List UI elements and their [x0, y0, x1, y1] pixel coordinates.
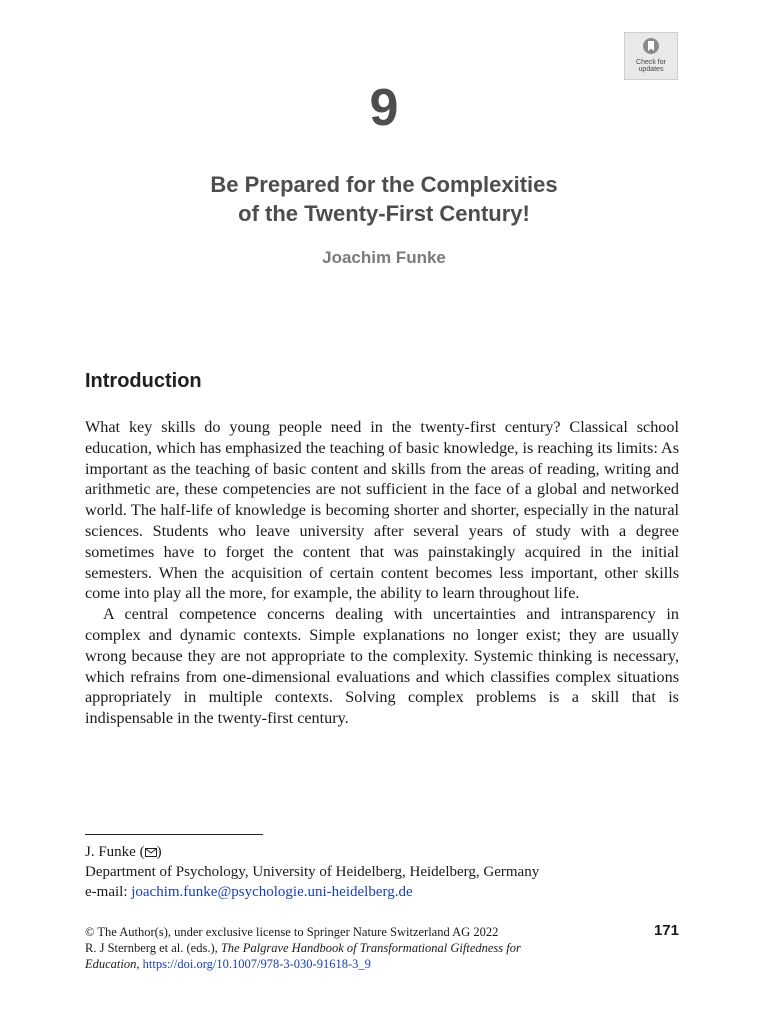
affiliation-email-line: [85, 882, 685, 902]
chapter-title-line-1: Be Prepared for the Complexities: [210, 172, 558, 197]
bookmark-icon: [639, 37, 663, 59]
check-for-updates-badge[interactable]: [624, 32, 678, 80]
envelope-icon[interactable]: [145, 848, 157, 857]
copyright-line: © The Author(s), under exclusive license to Springer Nature Switzerland AG 2022: [85, 925, 499, 939]
badge-label-line2: updates: [638, 66, 664, 73]
section-heading: Introduction: [85, 370, 202, 392]
chapter-number: 9: [369, 79, 399, 137]
body-text: [85, 417, 679, 729]
chapter-title-line-2: of the Twenty-First Century!: [238, 201, 530, 226]
footnote-divider: [85, 834, 263, 835]
citation-line: [85, 940, 605, 956]
badge-label-line1: Check for: [636, 59, 666, 66]
citation-editors: R. J Sternberg et al. (eds.),: [85, 941, 221, 955]
email-label: e-mail:: [85, 884, 132, 900]
book-title-part-1: The Palgrave Handbook of Transformational Giftedness for: [220, 941, 521, 955]
paragraph-2: A central competence concerns dealing with uncertainties and intransparency in complex and dynamic contexts. Simple explanations no longer exist; they are usually wrong because they are not appropriate to the complexity. Systemic thinking is necessary, which refrains from one-dimensional evaluations and which classifies complex situations appropriately in multiple contexts. Solving complex problems is a skill that is indispensable in the twenty-first century.: [85, 605, 679, 728]
doi-link[interactable]: https://doi.org/10.1007/978-3-030-91618-3_9: [142, 957, 371, 971]
email-link[interactable]: joachim.funke@psychologie.uni-heidelberg.de: [131, 884, 413, 900]
affiliation-department: Department of Psychology, University of Heidelberg, Heidelberg, Germany: [85, 864, 540, 880]
page-number: 171: [653, 922, 679, 939]
affiliation-name-line: [85, 842, 685, 862]
copyright-notice: [85, 924, 605, 972]
citation-separator: ,: [136, 957, 143, 971]
chapter-title: [0, 170, 768, 228]
author-name: Joachim Funke: [322, 248, 446, 267]
affiliation-name-close: ): [156, 844, 162, 860]
paragraph-1: What key skills do young people need in the twenty-first century? Classical school education, which has emphasized the teaching of basic knowledge, is reaching its limits: As important as the teaching of basic content and skills from the areas of reading, writing and arithmetic are, these competencies are not sufficient in the face of a global and networked world. The half-life of knowledge is becoming shorter and shorter, especially in the natural sciences. Students who leave university after several years of study with a degree sometimes have to forget the content that was painstakingly acquired in the initial semesters. When the acquisition of certain content becomes less important, other skills come into play all the more, for example, the ability to learn throughout life.: [85, 418, 679, 603]
doi-line: [85, 956, 605, 972]
affiliation-name: J. Funke (: [85, 844, 145, 860]
book-title-part-2: Education: [85, 957, 137, 971]
author-affiliation: [85, 842, 685, 902]
